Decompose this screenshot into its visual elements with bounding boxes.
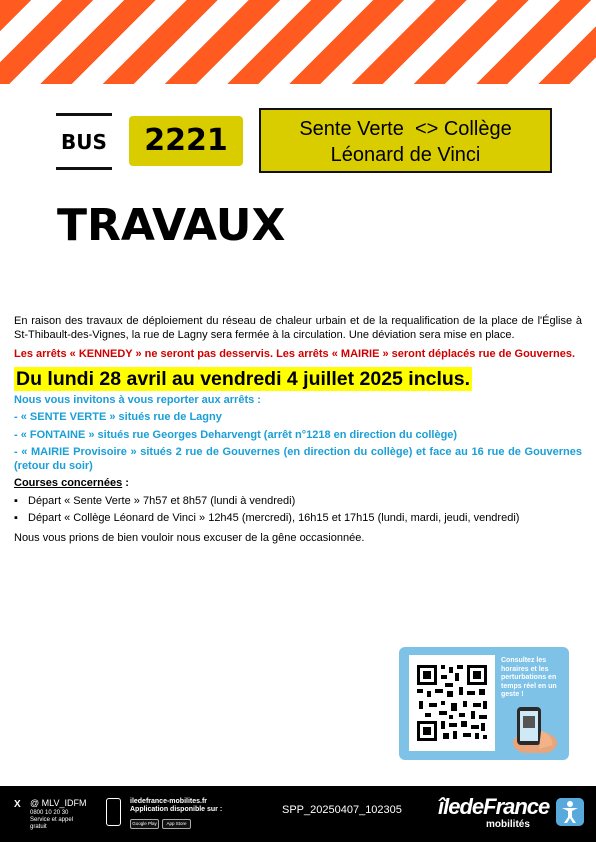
invite-text: Nous vous invitons à vous reporter aux arrêts : xyxy=(14,393,261,406)
notice-body xyxy=(14,315,582,545)
stop-item: - « SENTE VERTE » situés rue de Lagny xyxy=(14,411,222,423)
bullet-icon: ▪ xyxy=(14,494,18,507)
idf-mobilites-logo xyxy=(438,794,550,830)
warning-paragraph: Les arrêts « KENNEDY » ne seront pas desservis. Les arrêts « MAIRIE » seront déplacés rue de Gouvernes. xyxy=(14,348,576,360)
footer xyxy=(0,786,596,842)
course-text: Départ « Collège Léonard de Vinci » 12h45 (mercredi), 16h15 et 17h15 (lundi, mardi, jeudi, vendredi) xyxy=(28,512,520,524)
route-line-1: Sente Verte <> Collège xyxy=(299,118,512,140)
bus-label: BUS xyxy=(61,130,107,154)
page-title: TRAVAUX xyxy=(57,200,286,251)
courses-heading xyxy=(14,477,582,491)
brand-name: îledeFrance xyxy=(438,794,550,819)
website-link[interactable]: iledefrance-mobilites.fr xyxy=(130,798,208,805)
bullet-icon: ▪ xyxy=(14,512,18,524)
mobile-phone-icon xyxy=(106,798,121,826)
phone-note: Service et appel gratuit xyxy=(30,817,74,830)
app-info xyxy=(130,798,222,814)
qr-code-icon[interactable] xyxy=(409,655,495,751)
google-play-badge[interactable]: Google Play xyxy=(130,819,159,829)
line-number-badge: 2221 xyxy=(129,116,243,166)
stop-item: - « FONTAINE » situés rue Georges Deharvengt (arrêt n°1218 en direction du collège) xyxy=(14,428,458,441)
courses-colon: : xyxy=(122,477,129,489)
brand-sub: mobilités xyxy=(486,819,530,830)
social-handle[interactable]: @ MLV_IDFM xyxy=(30,798,87,808)
divider xyxy=(56,113,112,116)
warning-stripes-banner xyxy=(0,0,596,84)
route-line-2: Léonard de Vinci xyxy=(330,144,481,166)
qr-card-text: Consultez les horaires et les perturbations en temps réel en un geste ! xyxy=(501,657,557,698)
app-availability: Application disponible sur : xyxy=(130,806,223,813)
intro-paragraph: En raison des travaux de déploiement du réseau de chaleur urbain et de la requalification de la place de l'Église à St-Thibault-des-Vignes, la rue de Lagny sera fermée à la circulation. Une déviation sera mise en place. xyxy=(14,315,582,341)
apology-text: Nous vous prions de bien vouloir nous excuser de la gêne occasionnée. xyxy=(14,531,365,544)
course-text: Départ « Sente Verte » 7h57 et 8h57 (lundi à vendredi) xyxy=(28,494,296,507)
app-store-badge[interactable]: App Store xyxy=(162,819,191,829)
phone-number: 0800 10 20 30 xyxy=(30,810,69,816)
divider xyxy=(56,167,112,170)
stop-item: - « MAIRIE Provisoire » situés 2 rue de Gouvernes (en direction du collège) et face au 16 rue de Gouvernes (retour du soir) xyxy=(14,446,582,472)
accessibility-logo-icon xyxy=(556,798,584,826)
hand-phone-icon xyxy=(509,705,559,753)
route-box xyxy=(259,108,552,173)
course-item xyxy=(14,495,582,509)
document-reference: SPP_20250407_102305 xyxy=(282,804,402,816)
x-logo-icon[interactable]: X xyxy=(14,799,21,810)
phone-info xyxy=(30,810,90,831)
bus-mode-label xyxy=(56,113,112,169)
courses-title: Courses concernées xyxy=(14,477,123,489)
dates-highlight: Du lundi 28 avril au vendredi 4 juillet 2025 inclus. xyxy=(16,367,471,390)
course-item xyxy=(14,512,582,526)
qr-card[interactable] xyxy=(399,647,569,760)
